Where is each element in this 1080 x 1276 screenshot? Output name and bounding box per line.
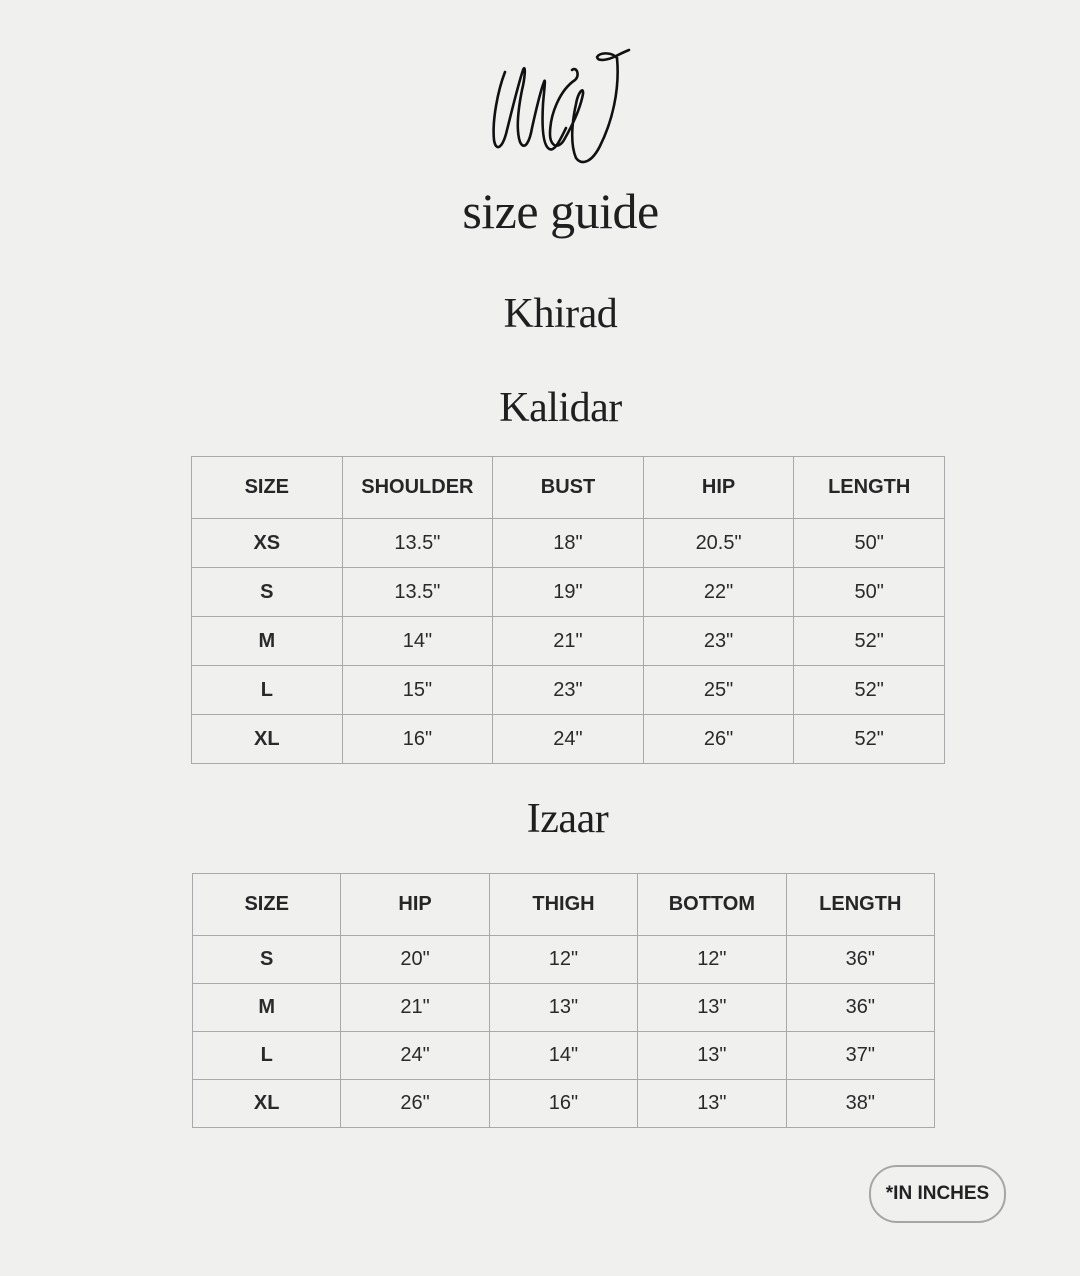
table-row bbox=[193, 1032, 935, 1080]
table-cell: 16" bbox=[489, 1080, 637, 1128]
table-row bbox=[192, 568, 945, 617]
column-header: BOTTOM bbox=[638, 874, 786, 936]
kalidar-section-title: Kalidar bbox=[499, 385, 622, 431]
table-cell: 13" bbox=[489, 984, 637, 1032]
page-title: size guide bbox=[462, 183, 659, 239]
table-cell: 21" bbox=[341, 984, 489, 1032]
table-cell: 50" bbox=[794, 519, 945, 568]
table-cell: 12" bbox=[489, 936, 637, 984]
size-cell: XL bbox=[192, 715, 343, 764]
size-cell: S bbox=[192, 568, 343, 617]
table-header-row bbox=[192, 457, 945, 519]
size-cell: L bbox=[193, 1032, 341, 1080]
table-cell: 24" bbox=[341, 1032, 489, 1080]
table-cell: 23" bbox=[643, 617, 794, 666]
table-cell: 13.5" bbox=[342, 519, 493, 568]
table-cell: 26" bbox=[643, 715, 794, 764]
size-cell: M bbox=[193, 984, 341, 1032]
table-cell: 36" bbox=[786, 936, 934, 984]
unit-note-badge: *IN INCHES bbox=[869, 1165, 1006, 1223]
table-row bbox=[192, 519, 945, 568]
table-row bbox=[192, 617, 945, 666]
collection-title: Khirad bbox=[503, 291, 618, 337]
table-cell: 18" bbox=[493, 519, 644, 568]
table-cell: 26" bbox=[341, 1080, 489, 1128]
table-cell: 13.5" bbox=[342, 568, 493, 617]
table-cell: 20.5" bbox=[643, 519, 794, 568]
column-header: SIZE bbox=[193, 874, 341, 936]
size-cell: M bbox=[192, 617, 343, 666]
table-cell: 22" bbox=[643, 568, 794, 617]
table-cell: 24" bbox=[493, 715, 644, 764]
column-header: BUST bbox=[493, 457, 644, 519]
signature-logo-icon bbox=[480, 30, 650, 170]
table-row bbox=[192, 666, 945, 715]
kalidar-size-table bbox=[191, 456, 945, 764]
table-header-row bbox=[193, 874, 935, 936]
table-cell: 16" bbox=[342, 715, 493, 764]
table-cell: 52" bbox=[794, 715, 945, 764]
table-cell: 13" bbox=[638, 1032, 786, 1080]
table-cell: 20" bbox=[341, 936, 489, 984]
table-cell: 21" bbox=[493, 617, 644, 666]
table-cell: 14" bbox=[489, 1032, 637, 1080]
table-cell: 36" bbox=[786, 984, 934, 1032]
table-cell: 15" bbox=[342, 666, 493, 715]
column-header: LENGTH bbox=[794, 457, 945, 519]
size-cell: XL bbox=[193, 1080, 341, 1128]
table-row bbox=[193, 1080, 935, 1128]
size-cell: L bbox=[192, 666, 343, 715]
column-header: THIGH bbox=[489, 874, 637, 936]
column-header: LENGTH bbox=[786, 874, 934, 936]
table-cell: 37" bbox=[786, 1032, 934, 1080]
table-cell: 52" bbox=[794, 666, 945, 715]
izaar-size-table bbox=[192, 873, 935, 1128]
table-cell: 14" bbox=[342, 617, 493, 666]
table-cell: 52" bbox=[794, 617, 945, 666]
izaar-section-title: Izaar bbox=[526, 796, 609, 842]
size-cell: S bbox=[193, 936, 341, 984]
size-cell: XS bbox=[192, 519, 343, 568]
table-cell: 12" bbox=[638, 936, 786, 984]
table-row bbox=[192, 715, 945, 764]
table-cell: 25" bbox=[643, 666, 794, 715]
table-cell: 19" bbox=[493, 568, 644, 617]
table-row bbox=[193, 936, 935, 984]
column-header: HIP bbox=[341, 874, 489, 936]
column-header: SHOULDER bbox=[342, 457, 493, 519]
table-cell: 50" bbox=[794, 568, 945, 617]
table-cell: 13" bbox=[638, 984, 786, 1032]
table-cell: 38" bbox=[786, 1080, 934, 1128]
column-header: HIP bbox=[643, 457, 794, 519]
table-cell: 13" bbox=[638, 1080, 786, 1128]
column-header: SIZE bbox=[192, 457, 343, 519]
table-cell: 23" bbox=[493, 666, 644, 715]
table-row bbox=[193, 984, 935, 1032]
